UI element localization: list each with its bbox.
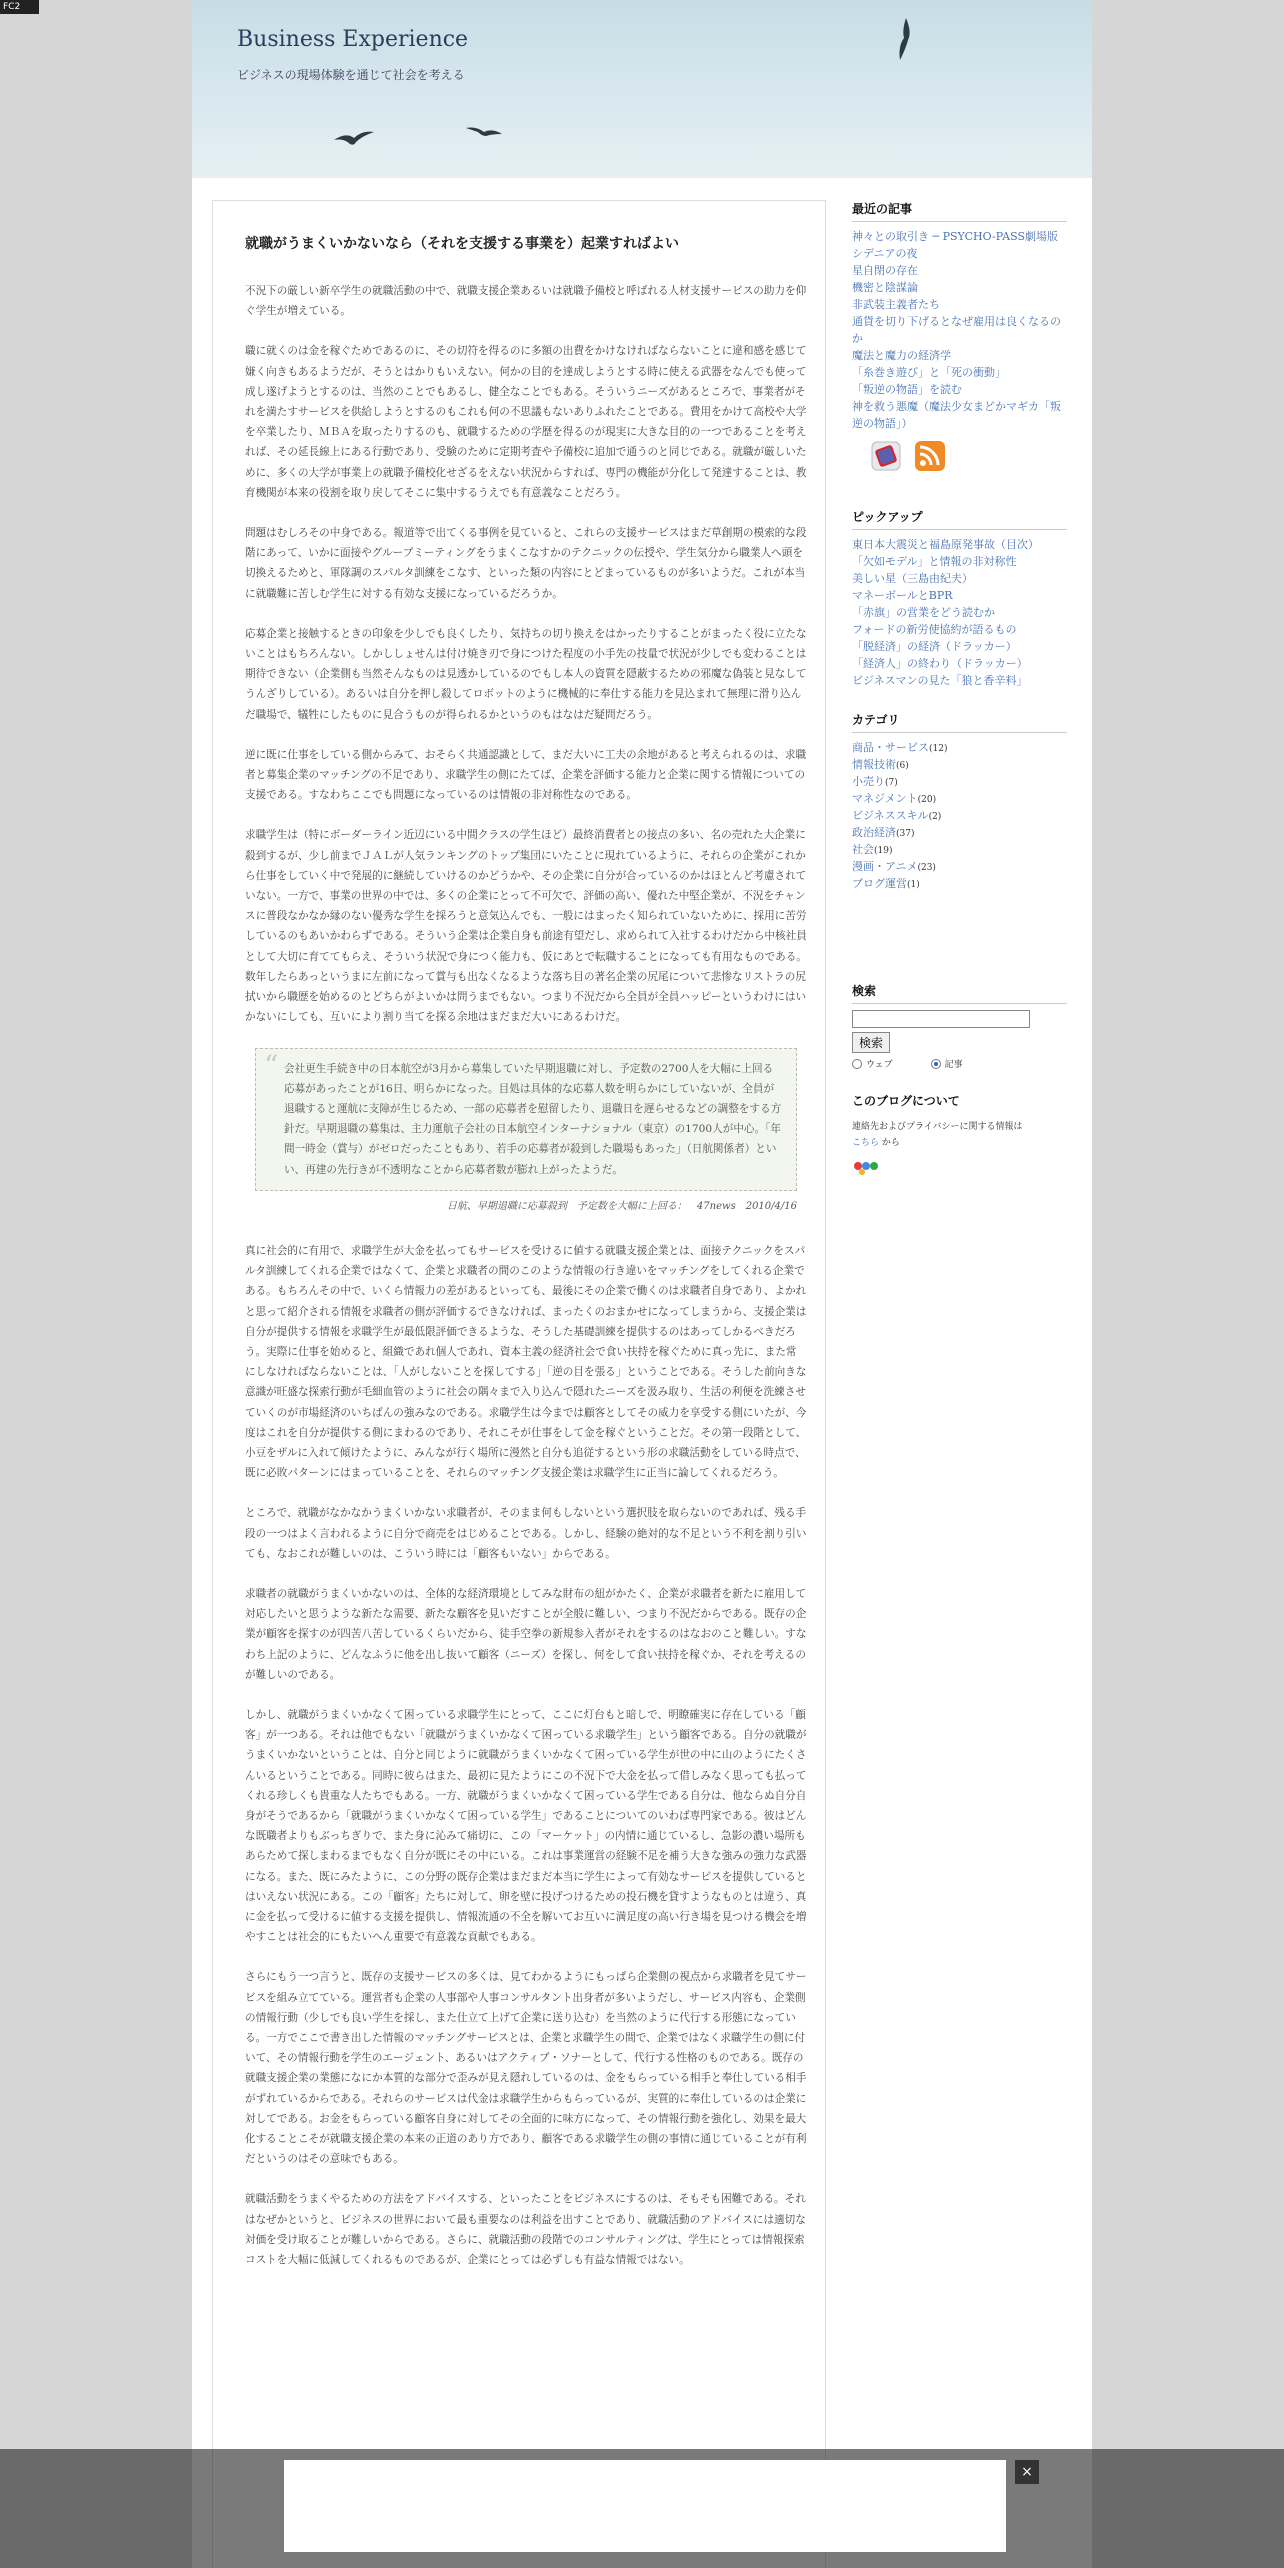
search-box <box>852 982 1067 1070</box>
category-count: (6) <box>896 761 909 771</box>
recent-articles <box>852 200 1067 478</box>
about-text: 連絡先およびプライバシーに関する情報は <box>852 1122 1023 1132</box>
site-title[interactable]: Business Experience <box>237 27 469 52</box>
about-heading: このブログについて <box>852 1094 960 1108</box>
feed-icons <box>852 438 1067 478</box>
pickup-article-link[interactable]: マネーボールとBPR <box>852 589 953 602</box>
rss-icon[interactable] <box>912 438 948 474</box>
article-paragraph: 逆に既に仕事をしている側からみて、おそらく共通認識として、まだ大いに工夫の余地があると考えられるのは、求職者と募集企業のマッチングの不足であり、求職学生の側にたてば、企業を評価する能力と企業に関する情報についての支援である。すなわちここでも問題になっているのは情報の非対称性なのである。 <box>245 748 807 802</box>
category-link[interactable]: 商品・サービス <box>852 741 929 754</box>
about-blog <box>852 1092 1067 1179</box>
quote-citation[interactable]: 日航、早期退職に応募殺到 予定数を大幅に上回る： 47news 2010/4/16 <box>446 1200 797 1212</box>
category-count: (20) <box>917 795 937 805</box>
search-scope <box>852 1057 1067 1070</box>
close-ad-button[interactable]: × <box>1015 2460 1039 2484</box>
article-container <box>212 200 826 2568</box>
category-count: (23) <box>917 863 936 873</box>
recent-article-link[interactable]: シデニアの夜 <box>852 247 918 260</box>
article-paragraph: しかし、就職がうまくいかなくて困っている求職学生にとって、ここに灯台もと暗しで、明瞭確実に存在している「顧客」が一つある。それは他でもない「就職がうまくいかなくて困っている求職学生」という顧客である。自分の就職がうまくいかないということは、自分と同じように就職がうまくいかなくて困っている学生が世の中に山のようにたくさんいるということである。同時に彼らはまた、最初に見たようにこの不況下で大金を払って借しみなく思っても払ってくれる珍しくも貴重な人たちでもある。一方、就職がうまくいかなくて困っている学生である自分は、他ならぬ自分自身がそうであるから「就職がうまくいかなくて困っている学生」であることについてのいわば専門家である。彼はどんな既職者よりもぶっちぎりで、また身に沁みて痛切に、この「マーケット」の内情に通じているし、急影の濃い場所もあらためて探しまわるまでもなく自分が既にその中にいる。これは事業運営の経験不足を補う大きな強みの強力な武器になる。また、既にみたように、この分野の既存企業はまだまだ本当に学生によって有効なサービスを提供しているとはいえない状況にある。この「顧客」たちに対して、卵を壁に投げつけるための投石機を貸すようなものとは違う、真に金を払って受けるに値する支援を提供し、情報流通の不全を解いてお互いに満足度の高い行き場を見つける機会を増やすことは社会的にもたいへん重要で有意義な貢献でもある。 <box>245 1708 807 1944</box>
site-header <box>192 0 1092 178</box>
category-heading: カテゴリ <box>852 711 1067 733</box>
article-paragraph: 問題はむしろその中身である。報道等で出てくる事例を見ていると、これらの支援サービスはまだ草創期の模索的な段階にあって、いかに面接やグループミーティングをうまくこなすかのテクニックの伝授や、学生気分から職業人へ頭を切換えるためと、軍隊調のスパルタ訓練をこなす、といった類の内容にとどまっているものが多いようだ。これが本当に就職難に苦しむ学生に対する有効な支援になっているだろうか。 <box>245 527 807 600</box>
article-paragraph: 求職者の就職がうまくいかないのは、全体的な経済環境としてみな財布の紐がかたく、企業が求職者を新たに雇用して対応したいと思うような新たな需要、新たな顧客を見いだすことが全般に難しい、つまり不況だからである。既存の企業が顧客を探すのが四苦八苦しているくらいだから、徒手空拳の新規参入者がそれをするのはなおのこと難しい。すなわち上記のように、どんなふうに他を出し抜いて顧客（ニーズ）を探し、何をして食い扶持を稼ぐか、それを考えるのが難しいのである。 <box>245 1587 807 1681</box>
pickup-article-link[interactable]: フォードの新労使協約が語るもの <box>852 623 1017 636</box>
sidebar <box>852 200 1067 1201</box>
article-paragraph: さらにもう一つ言うと、既存の支援サービスの多くは、見てわかるようにもっぱら企業側の視点から求職者を見てサービスを組み立てている。運営者も企業の人事部や人事コンサルタント出身者が多いようだし、サービス内容も、企業側の情報行動（少しでも良い学生を採し、また仕立て上げて企業に送り込む）を当然のように代行する形態になっている。一方でここで書き出した情報のマッチングサービスとは、企業と求職学生の間で、企業ではなく求職学生の側に付いて、その情報行動を学生のエージェント、あるいはアクティブ・ソナーとして、代行する性格のものである。既存の就職支援企業の業態になにか本質的な部分で歪みが見え隠れしているのは、金をもらっている相手と奉仕している相手がずれているからである。それらのサービスは代金は求職学生からもらっているが、実質的に奉仕しているのは企業に対してである。お金をもらっている顧客自身に対してその全面的に味方になって、その情報行動を強化し、効果を最大化することこそが就職支援企業の本来の正道のあり方であり、顧客である求職学生の側の事情に通じていることが有利だというのはその意味でもある。 <box>245 1971 807 2166</box>
recent-article-link[interactable]: 神々との取引き ─ PSYCHO-PASS劇場版 <box>852 230 1058 243</box>
category-count: (1) <box>907 880 920 890</box>
article-paragraph: 不況下の厳しい新卒学生の就職活動の中で、就職支援企業あるいは就職予備校と呼ばれる人材支援サービスの助力を仰ぐ学生が増えている。 <box>245 285 807 318</box>
article-paragraph: 応募企業と接触するときの印象を少しでも良くしたり、気持ちの切り換えをはかったりすることがまったく役に立たないことはもちろんない。しかししょせんは付け焼き刃で身につけた程度の小手先の技量で状況が少しでも変わることは期待できない（企業側も当然そんなものは見透かしているのでもし本人の資質を隠蔽するための邪魔な偽装と見なしてうんざりしている）。あるいは自分を押し殺してロボットのように機械的に奉仕する能力を見込まれて無理に滑り込んだ職場で、犠牲にしたものに見合うものが得られるかというのもはなはだ疑問だろう。 <box>245 627 807 721</box>
category-link[interactable]: ブログ運営 <box>852 877 907 890</box>
category-link[interactable]: 情報技術 <box>852 758 896 771</box>
recent-article-link[interactable]: 星自閉の存在 <box>852 264 918 277</box>
category-link[interactable]: 政治経済 <box>852 826 896 839</box>
category-list <box>852 711 1067 892</box>
category-count: (12) <box>929 744 948 754</box>
recent-article-link[interactable]: 神を救う悪魔（魔法少女まどかマギカ「叛逆の物語」） <box>852 400 1061 430</box>
recent-article-link[interactable]: 「叛逆の物語」を読む <box>852 383 962 396</box>
pickup-article-link[interactable]: 「経済人」の終わり（ドラッカー） <box>852 657 1028 670</box>
ad-banner[interactable] <box>284 2460 1006 2552</box>
article-title[interactable]: 就職がうまくいかないなら（それを支援する事業を）起業すればよい <box>245 236 679 252</box>
radio-article-label: 記事 <box>944 1060 963 1070</box>
bookmark-icon[interactable] <box>868 438 904 474</box>
pickup-articles <box>852 508 1067 689</box>
recent-article-link[interactable]: 魔法と魔力の経済学 <box>852 349 951 362</box>
pickup-article-link[interactable]: 東日本大震災と福島原発事故（目次） <box>852 538 1039 551</box>
quote-text: 会社更生手続き中の日本航空が3月から募集していた早期退職に対し、予定数の2700人を大幅に上回る応募があったことが16日、明らかになった。目処は具体的な応募人数を明らかにしていないが、全員が退職すると運航に支障が生じるため、一部の応募者を慰留したり、退職日を遅らせるなどの調整をする方針だ。早期退職の募集は、主力運航子会社の日本航空インターナショナル（東京）の1700人が中心。「年間一時金（賞与）がゼロだったこともあり、若手の応募者が殺到した職場もあった」（日航関係者）といい、再建の先行きが不透明なことから応募者数が膨れ上がったようだ。 <box>284 1062 782 1176</box>
pickup-heading: ピックアップ <box>852 508 1067 530</box>
quote-mark-icon: “ <box>264 1048 279 1082</box>
bird-icon <box>464 122 504 140</box>
recent-article-link[interactable]: 機密と陰謀論 <box>852 281 918 294</box>
category-link[interactable]: 社会 <box>852 843 874 856</box>
pickup-article-link[interactable]: 美しい星（三島由紀夫） <box>852 572 973 585</box>
radio-web[interactable] <box>852 1059 862 1069</box>
search-heading: 検索 <box>852 982 1067 1004</box>
recent-article-link[interactable]: 非武装主義者たち <box>852 298 940 311</box>
radio-web-label: ウェブ <box>866 1060 893 1070</box>
bird-icon <box>332 126 376 148</box>
about-suffix: から <box>879 1138 900 1148</box>
recent-article-link[interactable]: 通貨を切り下げるとなぜ雇用は良くなるのか <box>852 315 1061 345</box>
category-count: (2) <box>928 812 942 822</box>
recent-heading: 最近の記事 <box>852 200 1067 222</box>
blockquote <box>255 1048 797 1191</box>
article-paragraph: 求職学生は（特にボーダーライン近辺にいる中間クラスの学生ほど）最終消費者との接点の多い、名の売れた大企業に殺到するが、少し前までＪＡＬが人気ランキングのトップ集団にいたことに現れているように、それらの企業がこれから仕事をしていく中で発展的に継続していけるのかどうかや、その企業に自分が合っているのかはほとんど考慮されていない。一方で、事業の世界の中では、多くの企業にとって不可欠で、評価の高い、優れた中堅企業が、不況をチャンスに普段なかなか縁のない優秀な学生を採ろうと意気込んでも、一般にはまったく知られていないために、採用に苦労しているのもあいかわらずである。そういう企業は企業自身も前途有望だし、求められて入社するわけだから中核社員として大切に育ててもらえ、そういう状況で身につく能力も、仮にあとで転職することになっても有用なものである。数年したらあっというまに左前になって賞与も出なくなるような落ち目の著名企業の尻尾について悲惨なリストラの尻拭いから職歴を始めるのとどちらがよいかは問うまでもない。つまり不況だから全員が全員ハッピーというわけにはいかないにしても、互いにより割り当てを探る余地はまだまだ大いにあるわけだ。 <box>245 829 807 1024</box>
about-link[interactable]: こちら <box>852 1138 880 1148</box>
category-link[interactable]: 小売り <box>852 775 885 788</box>
fc2-badge[interactable]: FC2 <box>0 0 39 14</box>
recent-article-link[interactable]: 「糸巻き遊び」と「死の衝動」 <box>852 366 1006 379</box>
search-input[interactable] <box>852 1010 1030 1028</box>
category-count: (37) <box>896 829 915 839</box>
page-wrapper <box>192 0 1092 2568</box>
bird-icon <box>896 16 914 62</box>
category-link[interactable]: マネジメント <box>852 792 918 805</box>
article-paragraph: 職に就くのは金を稼ぐためであるのに、その切符を得るのに多額の出費をかけなければならないことに違和感を感じて嫌く向きもあるようだが、そうとはかりもいえない。何かの目的を達成しようとする時に使える武器をなんでも使って成し遂げようとするのは、当然のことでもあるし、健全なことでもある。そういうニーズがあるところで、事業者がそれを満たすサービスを供給しようとするのもこれも何の不思議もないありふれたことである。費用をかけて高校や大学を卒業したり、ＭＢＡを取ったりするのも、就職するための学歴を得るのが現実に大きな目的の一つであることを考えれば、その延長線上にある行動であり、受験のために定期考査や予備校に追加で通うのと同じである。就職が厳しいために、多くの大学が事業上の就職予備校化せざるをえない状況からすれば、専門の機能が分化して発達することは、教育機関が本来の役割を取り戻してそこに集中するうえでも有意義なことだろう。 <box>245 345 807 499</box>
article-paragraph: 就職活動をうまくやるための方法をアドバイスする、といったことをビジネスにするのは、そもそも困難である。それはなぜかというと、ビジネスの世界において最も重要なのは利益を出すことであり、就職活動のアドバイスには適切な対価を受け取ることが難しいからである。さらに、就職活動の段階でのコンサルティングは、学生にとっては情報探索コストを大幅に低減してくれるものであるが、企業にとっては必ずしも有益な情報ではない。 <box>245 2193 806 2267</box>
badge-icon[interactable] <box>852 1160 882 1176</box>
article-paragraph: ところで、就職がなかなかうまくいかない求職者が、そのまま何もしないという選択肢を取らないのであれば、残る手段の一つはよく言われるように自分で商売をはじめることである。しかし、経験の絶対的な不足という不利を割り引いても、なおこれが難しいのは、こういう時には「顧客もいない」からである。 <box>245 1507 807 1560</box>
radio-article[interactable] <box>931 1059 941 1069</box>
pickup-article-link[interactable]: ビジネスマンの見た「狼と香辛料」 <box>852 674 1028 687</box>
pickup-article-link[interactable]: 「脱経済」の経済（ドラッカー） <box>852 640 1017 653</box>
category-count: (7) <box>885 778 898 788</box>
pickup-article-link[interactable]: 「赤旗」の営業をどう読むか <box>852 606 995 619</box>
site-description: ビジネスの現場体験を通じて社会を考える <box>237 68 465 82</box>
article-paragraph: 真に社会的に有用で、求職学生が大金を払ってもサービスを受けるに値する就職支援企業とは、面接テクニックをスパルタ訓練してくれる企業ではなくて、企業と求職者の間のこのような情報の行き違いをマッチングをしてくれる企業である。もちろんその中で、いくら情報力の差があるといっても、最後にその企業で働くのは求職者自身であり、よかれと思って紹介される情報を求職者の側が評価するできなければ、まったくのおまかせになってしまうから、支援企業は自分が提供する情報を求職学生が最低限評価できるような、そうした基礎訓練を提供するのはあってしかるべきだろう。実際に仕事を始めると、組織であれ個人であれ、資本主義の経済社会で食い扶持を稼ぐために真っ先に、また常にしなければならないことは、「人がしないことを探してする」「逆の目を張る」ということである。そうした前向きな意識が旺盛な探索行動が毛細血管のように社会の隅々まで入り込んで隠れたニーズを汲み取り、生活の利便を洗練させていくのが市場経済のいちばんの強みなのである。求職学生は今までは顧客としてその威力を享受する側にいたが、今度はこれを自分が提供する側にまわるのであり、それこそが仕事をして金を稼ぐということだ。その第一段階として、小豆をザルに入れて傾けたように、みんなが行く場所に漫然と自分も追従するという形の求職活動をしている時点で、既に必敗パターンにはまっていることを、それらのマッチング支援企業は求職学生に正当に論してくれるだろう。 <box>245 1244 807 1480</box>
pickup-article-link[interactable]: 「欠如モデル」と情報の非対称性 <box>852 555 1017 568</box>
article-body <box>245 281 807 2290</box>
category-count: (19) <box>874 846 893 856</box>
category-link[interactable]: ビジネススキル <box>852 809 929 822</box>
category-link[interactable]: 漫画・アニメ <box>852 860 918 873</box>
search-button[interactable]: 検索 <box>852 1032 890 1053</box>
